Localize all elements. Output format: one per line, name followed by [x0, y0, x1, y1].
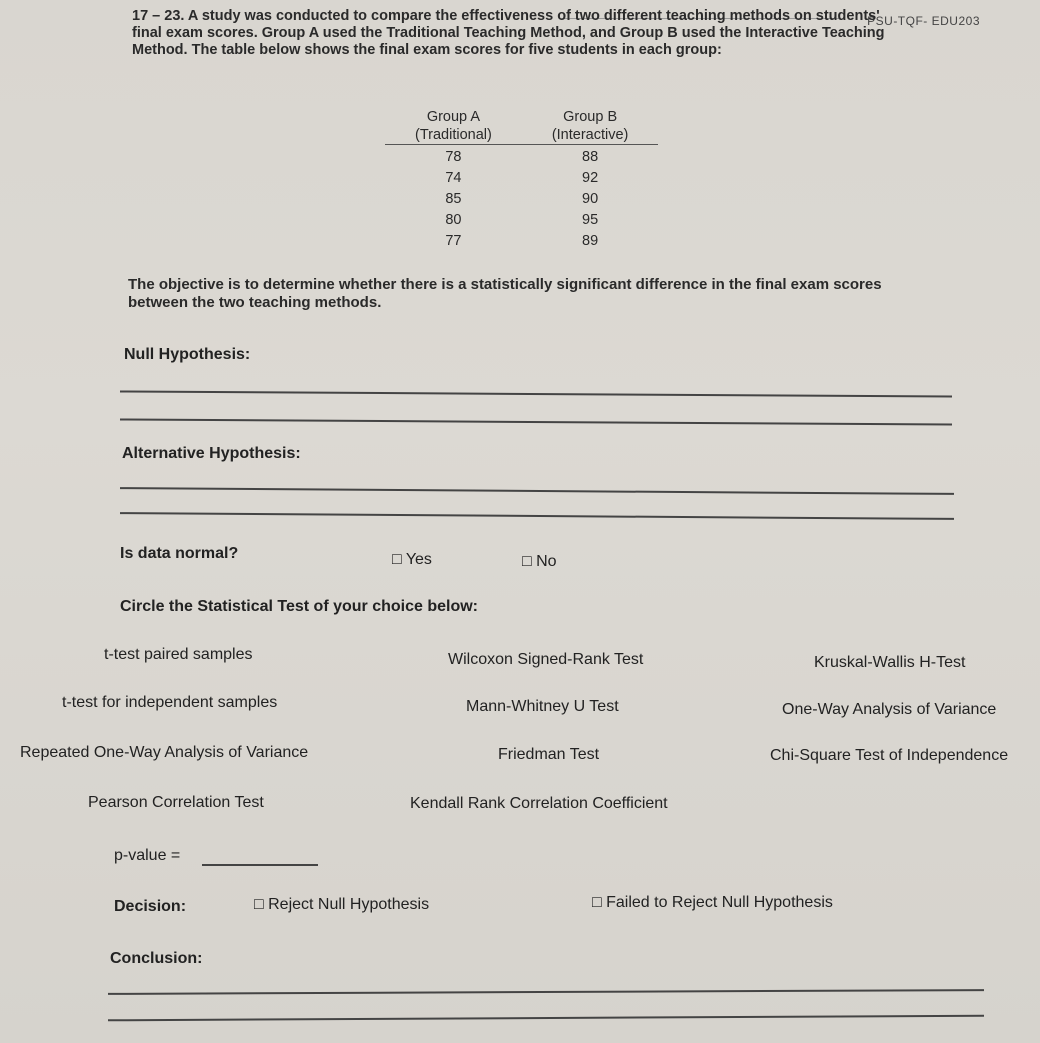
test-repeated-anova[interactable]: Repeated One-Way Analysis of Variance [20, 744, 309, 761]
decision-label: Decision: [114, 898, 187, 915]
null-hypothesis-line-1[interactable] [120, 390, 952, 397]
p-value-label: p-value = [114, 847, 181, 864]
table-row: 77 89 [445, 233, 599, 249]
conclusion-line-1[interactable] [108, 989, 984, 994]
reject-null-checkbox[interactable]: □ Reject Null Hypothesis [254, 896, 430, 913]
course-code: PSU-TQF- EDU203 [867, 14, 980, 28]
test-friedman[interactable]: Friedman Test [498, 746, 600, 763]
test-pearson[interactable]: Pearson Correlation Test [88, 794, 264, 811]
table-row: 74 92 [445, 170, 599, 186]
header-group-a: Group A (Traditional) [385, 108, 522, 145]
objective-text: The objective is to determine whether there is a statistically significant difference in the final exam scores between the two teaching methods. [128, 276, 882, 311]
null-hypothesis-label: Null Hypothesis: [124, 346, 251, 363]
null-hypothesis-line-2[interactable] [120, 418, 952, 425]
test-wilcoxon[interactable]: Wilcoxon Signed-Rank Test [448, 651, 644, 668]
fail-to-reject-checkbox[interactable]: □ Failed to Reject Null Hypothesis [592, 894, 833, 911]
no-checkbox[interactable]: □ No [522, 553, 557, 570]
test-kendall[interactable]: Kendall Rank Correlation Coefficient [410, 795, 668, 812]
table-row: 78 88 [445, 149, 599, 165]
alt-hypothesis-line-2[interactable] [120, 512, 954, 519]
header-group-b: Group B (Interactive) [522, 108, 659, 145]
test-prompt: Circle the Statistical Test of your choice below: [120, 598, 479, 615]
test-mann-whitney[interactable]: Mann-Whitney U Test [466, 698, 619, 715]
test-kruskal-wallis[interactable]: Kruskal-Wallis H-Test [814, 654, 966, 671]
table-row: 80 95 [445, 212, 599, 228]
conclusion-line-2[interactable] [108, 1015, 984, 1021]
table-row: 85 90 [445, 191, 599, 207]
test-one-way-anova[interactable]: One-Way Analysis of Variance [782, 701, 997, 718]
conclusion-label: Conclusion: [110, 950, 203, 967]
p-value-blank[interactable] [202, 864, 318, 866]
test-independent-t[interactable]: t-test for independent samples [62, 694, 278, 711]
yes-checkbox[interactable]: □ Yes [392, 551, 432, 568]
alt-hypothesis-label: Alternative Hypothesis: [122, 445, 301, 462]
problem-statement: 17 – 23. A study was conducted to compare the effectiveness of two different teaching methods on students' final exam scores. Group A used the Traditional Teaching Method, and Group B used the Interactive Teaching Method. The table below shows the final exam scores for five students in each group: [132, 8, 885, 58]
test-paired-t[interactable]: t-test paired samples [104, 646, 253, 663]
normality-question: Is data normal? [120, 545, 239, 562]
test-chi-square[interactable]: Chi-Square Test of Independence [770, 747, 1009, 764]
alt-hypothesis-line-1[interactable] [120, 487, 954, 494]
scores-table [385, 108, 658, 252]
